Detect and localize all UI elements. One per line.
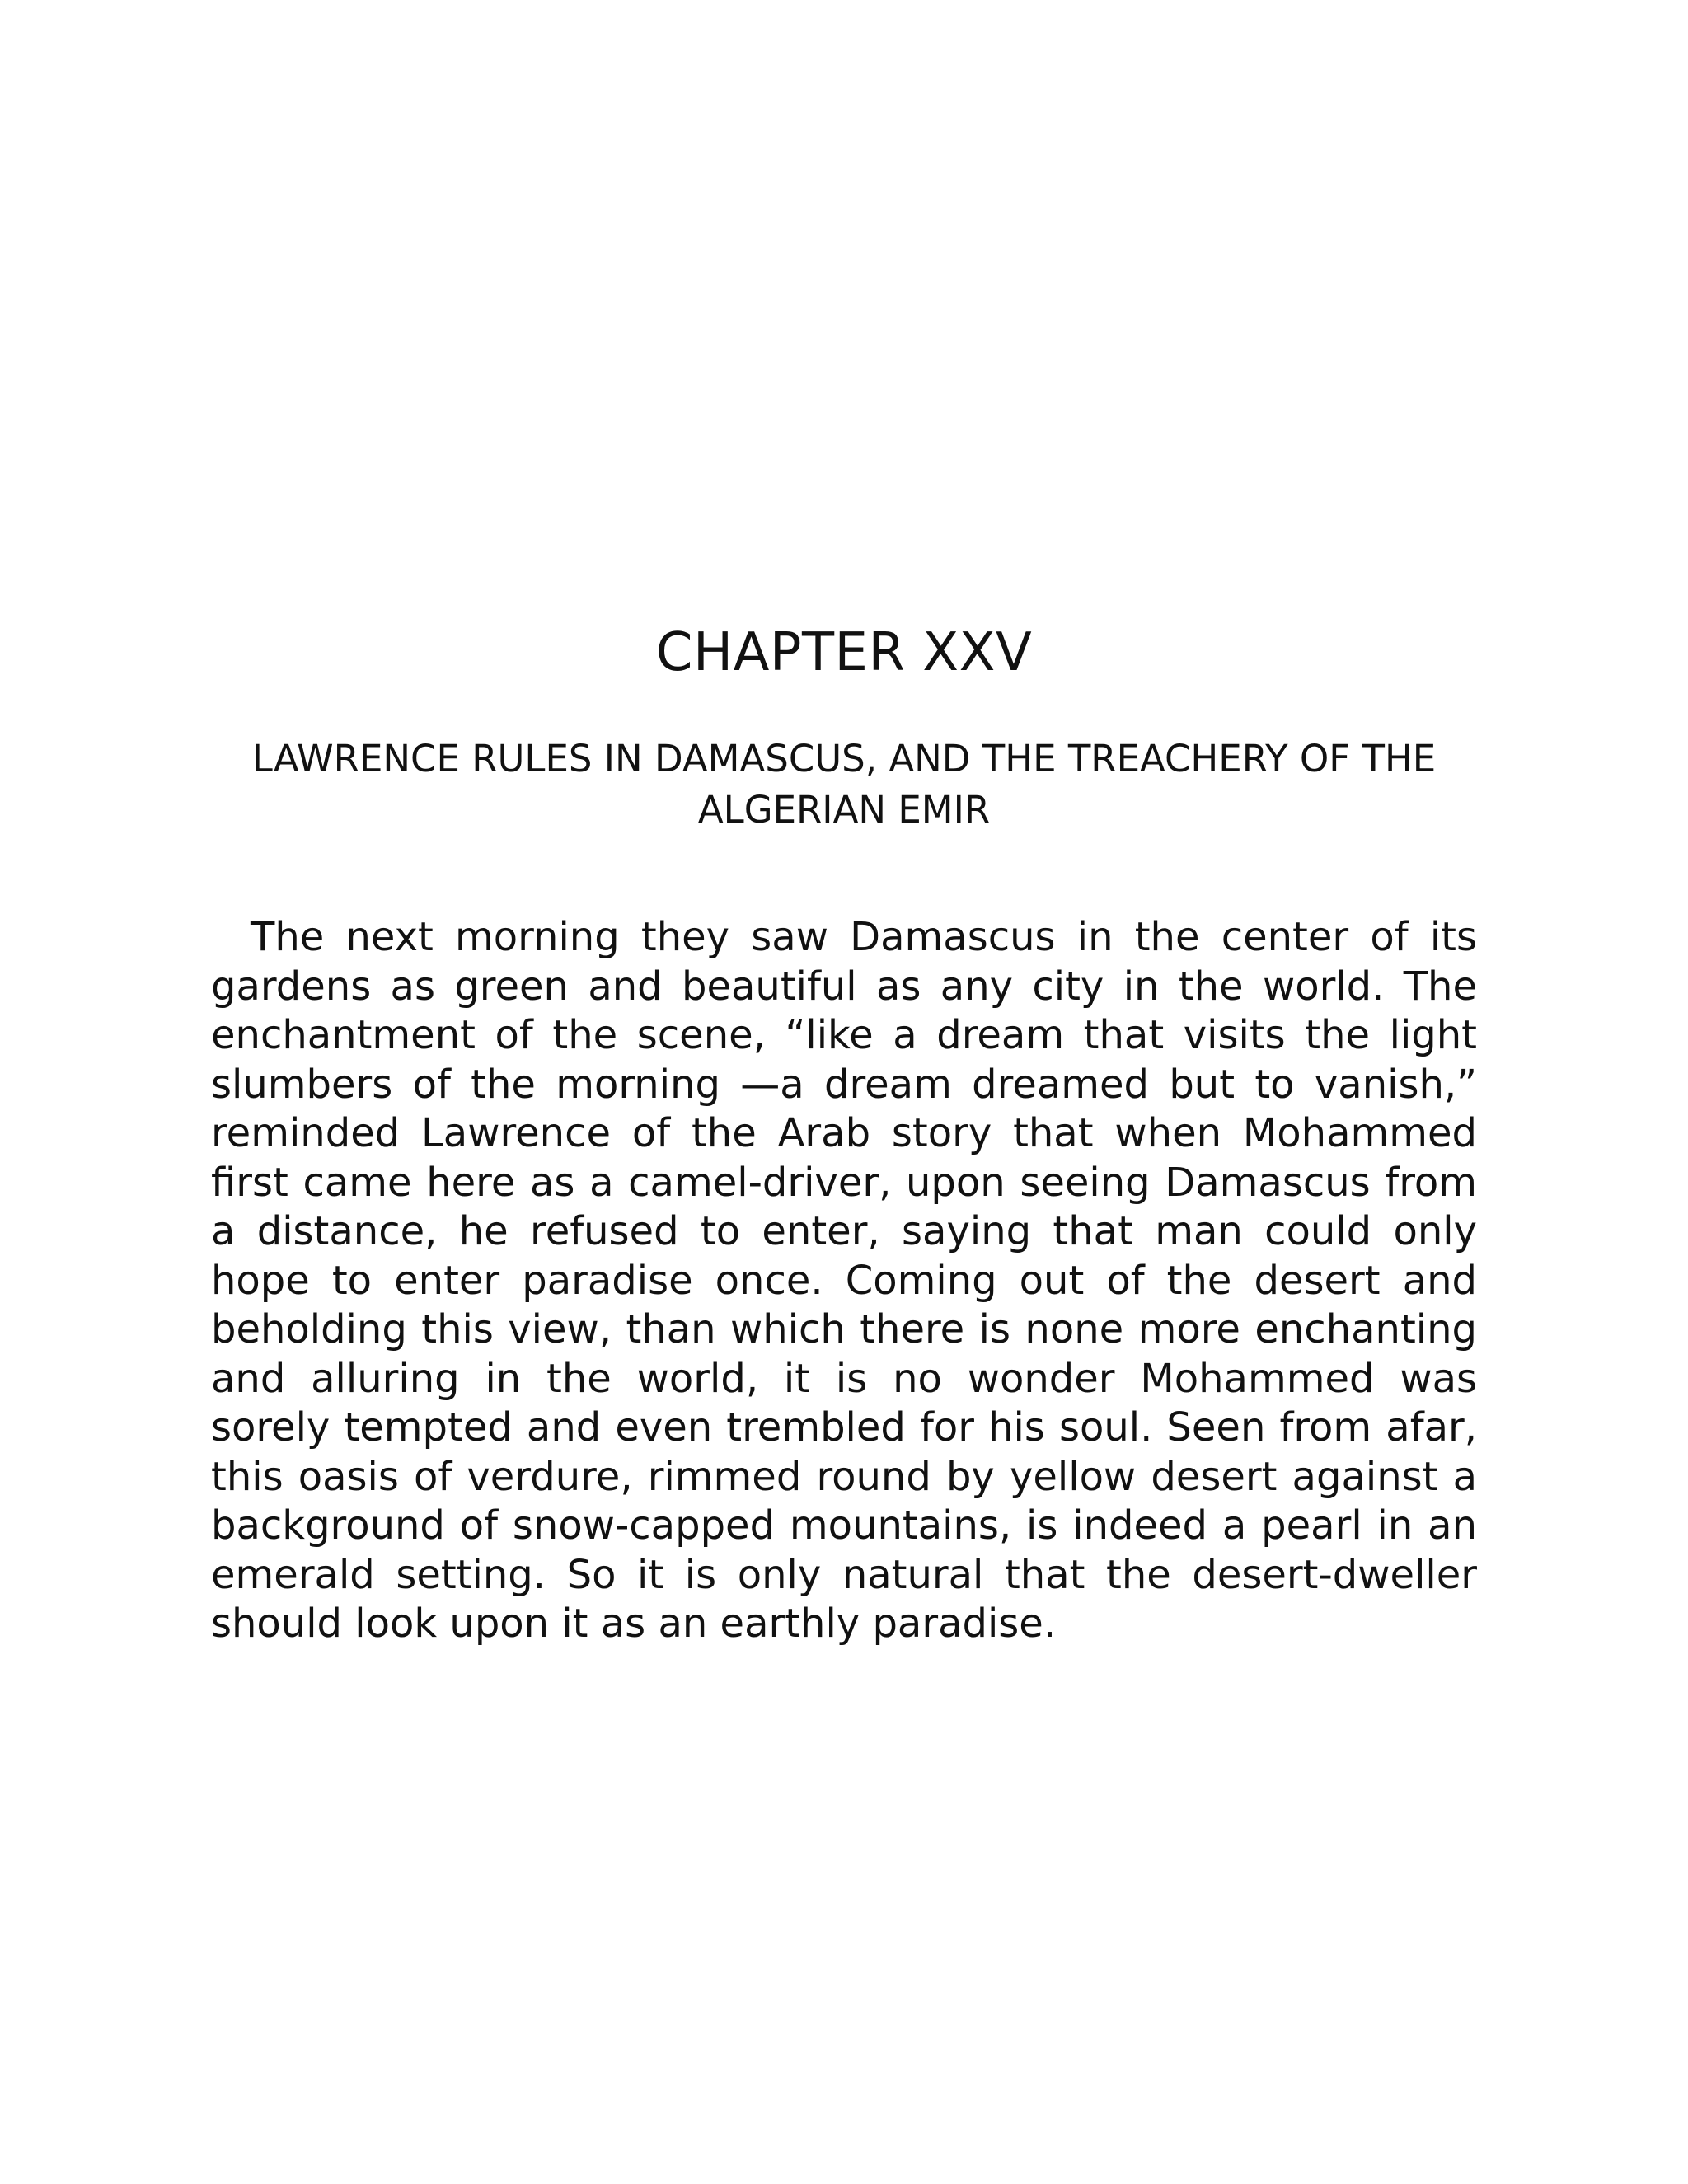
chapter-title: CHAPTER XXV (655, 622, 1033, 683)
chapter-subtitle: LAWRENCE RULES IN DAMASCUS, AND THE TREACHERY OF THE ALGERIAN EMIR (251, 737, 1437, 832)
body-paragraph: The next morning they saw Damascus in the center of its gardens as green and beautiful as any city in the world. The enchantment of the scene, “like a dream that visits the light slumbers of the morning —a dream dreamed but to vanish,” reminded Lawrence of the Arab story that when Mohammed first came here as a camel-driver, upon seeing Damascus from a distance, he refused to enter, saying that man could only hope to enter paradise once. Coming out of the desert and beholding this view, than which there is none more enchanting and alluring in the world, it is no wonder Mohammed was sorely tempted and even trembled for his soul. Seen from afar, this oasis of verdure, rimmed round by yellow desert against a background of snow-capped mountains, is indeed a pearl in an emerald setting. So it is only natural that the desert-dweller should look upon it as an earthly paradise. (211, 914, 1477, 1647)
